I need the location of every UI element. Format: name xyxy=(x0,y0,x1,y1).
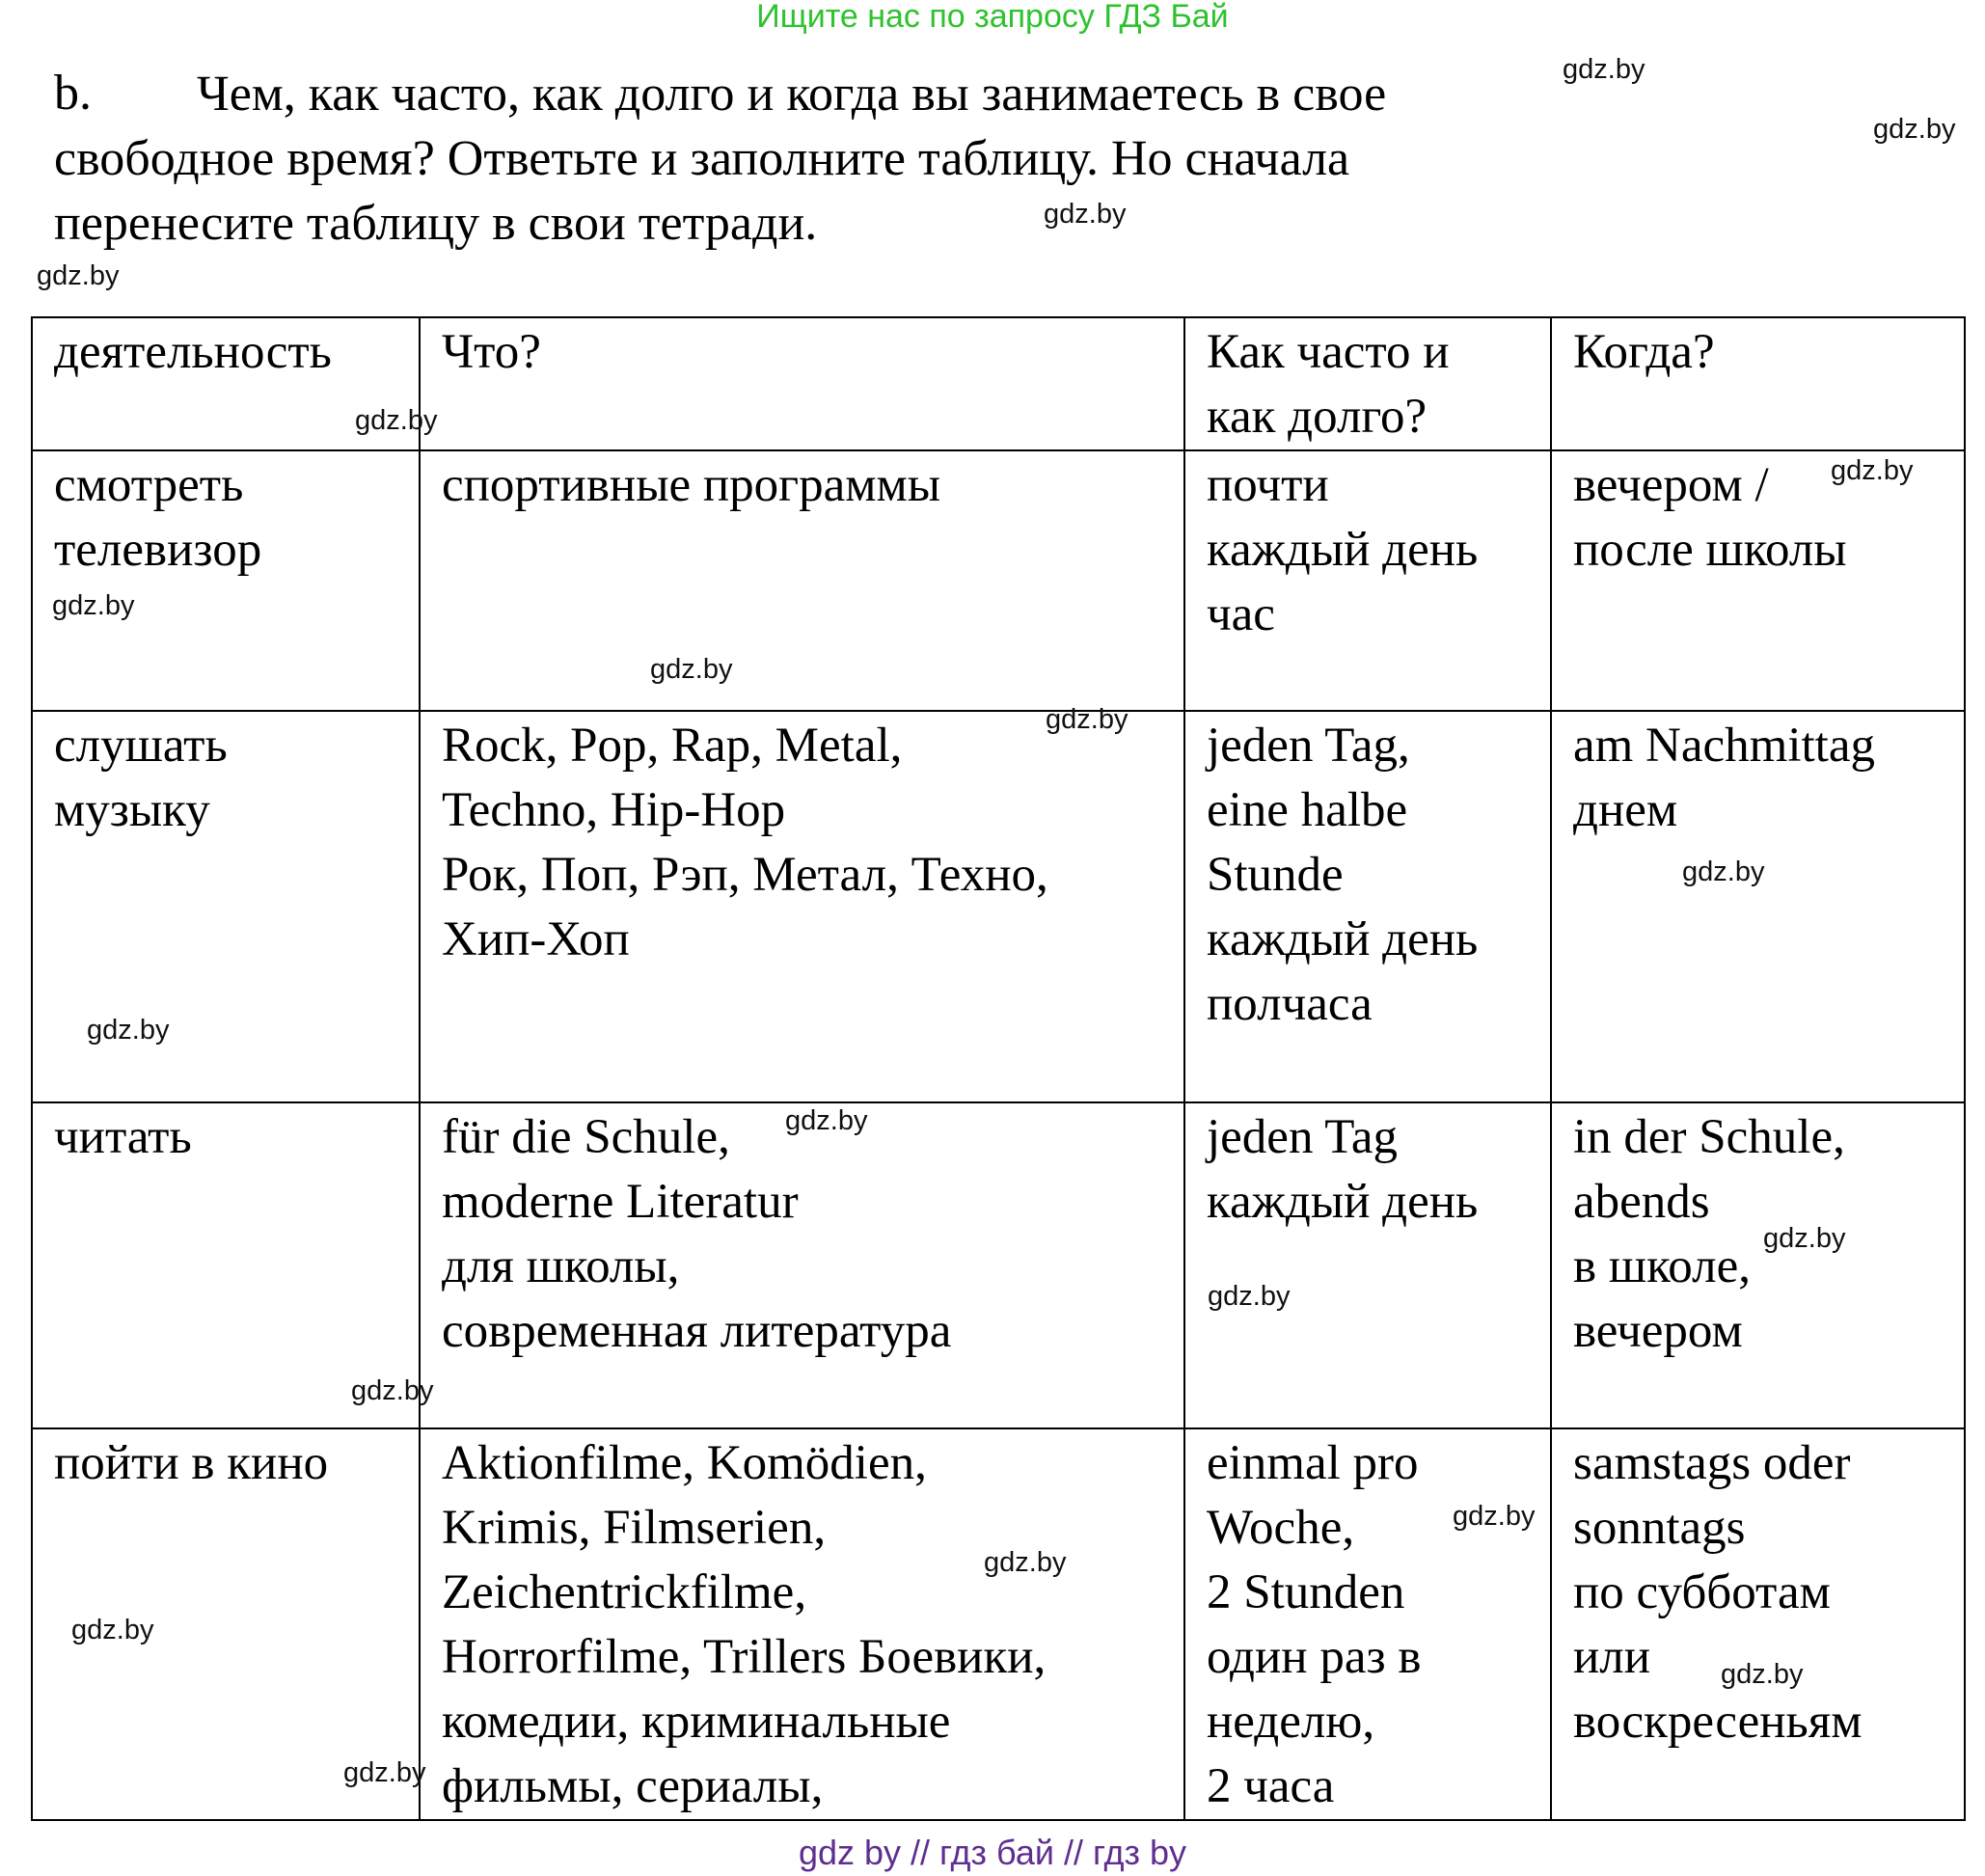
cell-text-line: спортивные программы xyxy=(442,458,941,512)
watermark: gdz.by xyxy=(87,1015,170,1046)
task-letter: b. xyxy=(54,66,92,121)
cell-text-line: in der Schule, xyxy=(1573,1110,1845,1164)
cell-text-line: Krimis, Filmserien, xyxy=(442,1501,827,1555)
cell-text-line: Хип-Хоп xyxy=(442,912,630,966)
watermark: gdz.by xyxy=(1873,114,1956,145)
cell-text-line: полчаса xyxy=(1207,977,1373,1031)
cell-activity xyxy=(32,450,420,711)
cell-when xyxy=(1551,1102,1965,1428)
cell-text-line: почти xyxy=(1207,458,1329,512)
cell-text-line: деятельность xyxy=(54,325,332,379)
table-row xyxy=(32,1102,1965,1428)
cell-text-line: или xyxy=(1573,1630,1651,1684)
watermark: gdz.by xyxy=(984,1547,1067,1578)
watermark: gdz.by xyxy=(1763,1223,1846,1254)
cell-how-often xyxy=(1184,1102,1551,1428)
watermark: gdz.by xyxy=(1831,455,1914,486)
watermark: gdz.by xyxy=(71,1615,154,1645)
cell-text-line: Stunde xyxy=(1207,848,1344,902)
cell-what xyxy=(420,1102,1184,1428)
cell-text-line: 2 часа xyxy=(1207,1759,1335,1813)
watermark: gdz.by xyxy=(343,1757,426,1788)
cell-text-line: читать xyxy=(54,1110,192,1164)
cell-text-line: Techno, Hip-Hop xyxy=(442,783,786,837)
cell-text-line: Aktionfilme, Komödien, xyxy=(442,1436,927,1490)
cell-text-line: für die Schule, xyxy=(442,1110,730,1164)
watermark: gdz.by xyxy=(1046,704,1128,735)
cell-text-line: один раз в xyxy=(1207,1630,1422,1684)
watermark: gdz.by xyxy=(355,405,438,436)
footer-links: gdz by // гдз бай // гдз by xyxy=(798,1833,1187,1872)
cell-text-line: смотреть xyxy=(54,458,244,512)
watermark: gdz.by xyxy=(1721,1659,1804,1690)
cell-text-line: sonntags xyxy=(1573,1501,1746,1555)
cell-text-line: час xyxy=(1207,587,1275,641)
cell-text-line: Woche, xyxy=(1207,1501,1355,1555)
cell-text-line: комедии, криминальные xyxy=(442,1695,951,1749)
table-header-row xyxy=(32,317,1965,450)
cell-what xyxy=(420,1428,1184,1820)
cell-text-line: moderne Literatur xyxy=(442,1175,799,1229)
header-cell-what xyxy=(420,317,1184,450)
cell-how-often xyxy=(1184,711,1551,1102)
table-row xyxy=(32,1428,1965,1820)
cell-text-line: Когда? xyxy=(1573,325,1715,379)
cell-text-line: телевизор xyxy=(54,523,262,577)
cell-when xyxy=(1551,450,1965,711)
cell-text-line: Рок, Поп, Рэп, Метал, Техно, xyxy=(442,848,1048,902)
cell-text-line: вечером xyxy=(1573,1304,1743,1358)
cell-text-line: каждый день xyxy=(1207,523,1479,577)
cell-what xyxy=(420,450,1184,711)
cell-text-line: каждый день xyxy=(1207,912,1479,966)
cell-what xyxy=(420,711,1184,1102)
cell-text-line: eine halbe xyxy=(1207,783,1408,837)
watermark: gdz.by xyxy=(52,590,135,621)
cell-text-line: воскресеньям xyxy=(1573,1695,1863,1749)
cell-text-line: для школы, xyxy=(442,1239,680,1293)
cell-text-line: музыку xyxy=(54,783,210,837)
header-cell-when xyxy=(1551,317,1965,450)
cell-when xyxy=(1551,711,1965,1102)
cell-text-line: Что? xyxy=(442,325,541,379)
cell-text-line: abends xyxy=(1573,1175,1710,1229)
cell-text-line: после школы xyxy=(1573,523,1847,577)
watermark: gdz.by xyxy=(785,1105,868,1136)
table-row xyxy=(32,711,1965,1102)
task-instructions: Чем, как часто, как долго и когда вы занимаетесь в свое свободное время? Ответьте и заполните таблицу. Но сначала перенесите таблицу в свои тетради. xyxy=(54,67,1387,251)
cell-text-line: каждый день xyxy=(1207,1175,1479,1229)
activity-table xyxy=(31,316,1966,1821)
watermark: gdz.by xyxy=(1563,54,1645,85)
cell-text-line: jeden Tag xyxy=(1207,1110,1398,1164)
cell-text-line: вечером / xyxy=(1573,458,1769,512)
cell-text-line: как долго? xyxy=(1207,390,1428,444)
cell-text-line: 2 Stunden xyxy=(1207,1565,1405,1619)
header-cell-how-often xyxy=(1184,317,1551,450)
top-banner: Ищите нас по запросу ГДЗ Бай xyxy=(756,0,1229,35)
cell-text-line: am Nachmittag xyxy=(1573,719,1875,773)
cell-text-line: фильмы, сериалы, xyxy=(442,1759,824,1813)
cell-when xyxy=(1551,1428,1965,1820)
cell-text-line: по субботам xyxy=(1573,1565,1831,1619)
cell-text-line: Zeichentrickfilme, xyxy=(442,1565,807,1619)
cell-text-line: пойти в кино xyxy=(54,1436,329,1490)
cell-text-line: Как часто и xyxy=(1207,325,1450,379)
cell-text-line: в школе, xyxy=(1573,1239,1751,1293)
cell-text-line: слушать xyxy=(54,719,228,773)
cell-text-line: jeden Tag, xyxy=(1207,719,1410,773)
cell-text-line: einmal pro xyxy=(1207,1436,1419,1490)
watermark: gdz.by xyxy=(1044,199,1127,230)
cell-text-line: Rock, Pop, Rap, Metal, xyxy=(442,719,903,773)
cell-text-line: днем xyxy=(1573,783,1678,837)
cell-how-often xyxy=(1184,450,1551,711)
watermark: gdz.by xyxy=(37,260,120,291)
cell-text-line: современная литература xyxy=(442,1304,952,1358)
watermark: gdz.by xyxy=(1682,856,1765,887)
watermark: gdz.by xyxy=(650,654,733,685)
cell-text-line: Horrorfilme, Trillers Боевики, xyxy=(442,1630,1047,1684)
table-row xyxy=(32,450,1965,711)
cell-how-often xyxy=(1184,1428,1551,1820)
watermark: gdz.by xyxy=(1208,1281,1291,1312)
watermark: gdz.by xyxy=(1453,1501,1536,1532)
watermark: gdz.by xyxy=(351,1375,434,1406)
cell-text-line: неделю, xyxy=(1207,1695,1375,1749)
cell-text-line: samstags oder xyxy=(1573,1436,1851,1490)
